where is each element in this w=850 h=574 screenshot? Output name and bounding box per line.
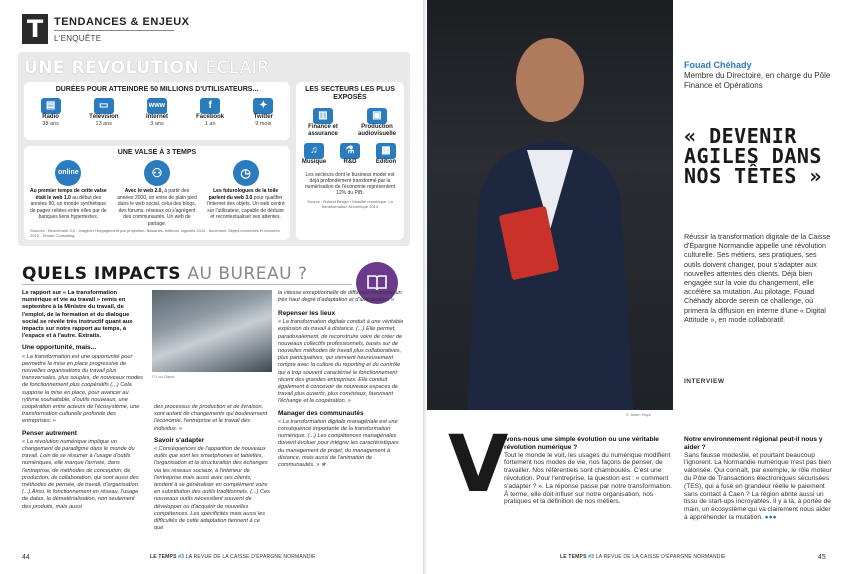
valse-text-body: au début des années 90, un monde synthétique de pages reliées entre elles par de banques liens hypertextes. [29,194,107,220]
valse-list [24,160,290,227]
footer-mag-name: LE TEMPS [560,554,587,560]
interview-tag: INTERVIEW [684,378,725,385]
interviewee-role: Membre du Directoire, en charge du Pôle Finance et Opérations [684,71,831,90]
valse-source: Sources : Benchmark 3.0 - Imaginer l'engagement par projection. Bassines, éditions, logiciels 2015 - Accenture Objets connectés et données 2015 - Tehnet Consulting. [30,228,280,238]
dropcap: V [448,420,509,510]
sector-item [300,108,346,138]
infographic-title-bold: UNE RÉVOLUTION [24,58,200,78]
sectors-text: Les secteurs dont le business model est déjà profondément transformé par la numérisation de l'économie représentent 12% du PIB. [304,172,396,196]
valse-card [24,146,290,240]
sectors-row-2 [296,143,404,166]
valse-text [117,188,197,227]
impacts-heading: Manager des communautés [278,409,364,417]
durations-card [24,82,290,140]
sectors-card [296,82,404,240]
impacts-paragraph: des processus de production et de livraison, sont autant de changements qui bouleversent l'économie, l'entreprise et le travail des individus. » [154,404,268,432]
duration-label: Internet [145,114,168,120]
interviewee-name: Fouad Chéhady [684,60,752,70]
duration-label: Radio [42,114,59,120]
music-icon: ♫ [304,143,324,159]
sectors-heading: LES SECTEURS LES PLUS EXPOSÉS [305,86,395,101]
impacts-paragraph: « La transformation est une opportunité pour permettre la mise en place progressive de nouvelles organisations du travail plus transversales, plus souples, de nouveaux modes de fonctionnement plus coopératifs (...) Cela suppose la mise en place, pour avancer au rythme souhaitable, d'outils nouveaux, une coopération entre acteurs de l'écosystème, une transformation culturelle profonde des entreprises. » [22,353,143,425]
portrait-photo [427,0,673,410]
end-mark-icon: ★ [320,462,326,469]
sector-label: Édition [375,159,397,165]
impacts-heading: Repenser les lieux [278,310,336,317]
duration-value: 3 ans [150,121,164,127]
duration-label: Télévision [89,114,119,120]
interview-intro: Réussir la transformation digitale de la Caisse d'Épargne Normandie appelle une révolution culturelle. Ses métiers, ses pratiques, ses outils doivent changer, pour s'adapter aux nouvelles attentes des clients. Déjà bien engagée sur la voie du changement, elle accélère sa mutation. Au pilotage, Fouad Chéhady aborde serein ce challenge, où primera la diffusion en interne d'une « Digital Attitude », en mode collaboratif. [684,232,831,324]
duration-item [188,98,232,128]
microscope-icon: ⚗ [340,143,360,159]
impacts-column-2 [154,404,270,552]
interview-question: Notre environnement régional peut-il nous y aider ? [684,436,823,451]
twitter-icon: ✦ [253,98,273,114]
valse-text-bold: Les futurologues de la toile parlent du web 3.0 [208,188,279,201]
valse-text [206,188,286,221]
impacts-heading: Penser autrement [22,429,77,437]
duration-label: Twitter [253,114,273,120]
duration-value: 38 ans [42,121,59,127]
valse-text [28,188,108,221]
portrait-photo-credit: © Julien Hays [626,412,651,417]
valse-text-body: pour qualifier l'internet des objets. Un web centré sur l'utilisateur, capable de déduire et recontextualiser ses attentes. [206,194,285,220]
duration-value: 1 an [204,121,216,127]
online-icon: online [55,160,81,186]
impacts-lead: Le rapport sur « La transformation numérique et vie au travail » remis en septembre à la Ministre du travail, de l'emploi, de la formation et du dialogue social se révèle très instructif quant aux impacts sur notre rapport au temps, à l'espace et à l'autre. Extraits. [22,290,133,340]
durations-heading: DURÉES POUR ATTEINDRE 50 MILLIONS D'UTILISATEURS... [55,86,259,93]
footer-mag-name: LE TEMPS [150,554,177,560]
duration-item [82,98,126,128]
section-subtitle: L'ENQUÊTE [54,34,102,43]
impacts-title-light: AU BUREAU ? [187,264,308,284]
sector-label: R&D [343,159,357,165]
duration-value: 13 ans [95,121,113,127]
valse-item [117,160,197,227]
valse-text-bold: Au premier temps de cette valse était le web 1.0 [29,188,107,201]
impacts-heading: Une opportunité, mais... [22,344,97,352]
duration-value: 9 mois [255,121,272,127]
interview-column-1 [504,436,674,546]
page-number-right: 45 [818,554,826,561]
section-title: TENDANCES & ENJEUX [54,16,190,28]
duration-item [241,98,285,128]
infographic-title [24,58,270,78]
valse-heading: UNE VALSE À 3 TEMPS [117,149,197,156]
duration-label: Facebook [196,114,225,120]
sector-label: Musique [301,159,327,165]
radio-icon: ▤ [41,98,61,114]
sectors-source: Source : Roland Berger / Mobilité numérique, La transformation Numérique 2014 [307,199,393,209]
impacts-paragraph: « Conséquences de l'apparition de nouveaux outils que sont les smartphones et tablettes, l'organisation et la structuration des échanges via les réseaux sociaux, à l'intérieur de l'entreprise mais aussi avec ses clients, tendent à se généraliser en complément voire en substitution des outils traditionnels. (...) Ces nouveaux outils nécessitent souvent de développer ou d'acquérir de nouvelles compétences. Les spécificités mais aussi les difficultés de cette adaptation tiennent à ce que [154,446,270,532]
infographic-title-light: ÉCLAIR [205,58,270,78]
impacts-paragraph: « La transformation digitale conduit à une véritable explosion du travail à distance. (...) Elle permet, paradoxalement, de reconstruire voire de créer de nouveaux collectifs professionnels, basés sur de nouvelles méthodes de travail plus collaboratives, plus participatives, qui viennent heureusement rompre avec la culture du reporting et du contrôle qui a trop souvent caractérisé le fonctionnement récent des grandes entreprises. Elle conduit également à concevoir de nouveaux espaces de travail plus ouverts, plus conviviaux, favorisant l'échange et la coopération. » [278,319,404,405]
impacts-paragraph: « La révolution numérique implique un changement de paradigme dans le monde du travail. Loin de se résumer à l'usage d'outils numériques, elle marque l'arrivée, dans l'entreprise, de méthodes de conception, de production, de collaboration, qui sont aussi des méthodes de pensée, de travail, d'organisation. (...) Ainsi, le fonctionnement en réseau, l'usage de datas, la dématérialisation, non seulement des produits, mais aussi [22,438,140,510]
footer-right [560,554,726,560]
sector-item [370,143,402,166]
camera-icon: ▣ [367,108,387,124]
finance-icon: ▥ [313,108,333,124]
network-icon: ⚇ [144,160,170,186]
tv-icon: ▭ [94,98,114,114]
books-icon: ▦ [376,143,396,159]
interview-column-2 [684,436,832,546]
impacts-column-3-intro: la vitesse exceptionnelle de diffusion nécessite un très haut degré d'adaptation et d'anticipation. » [278,290,402,304]
footer-issue: #3 [178,554,185,560]
durations-list [24,98,290,128]
valse-item [206,160,286,227]
sector-item [334,143,366,166]
internet-icon: www [147,98,167,114]
sector-label: Production audiovisuelle [357,124,396,137]
valse-text-body: à partir des années 2000, on entre de plain pied dans le web social, celui des blogs, des forums, réseaux où s'agrègent des communautés. Un web de partage. [117,188,197,227]
impacts-rule [22,284,352,285]
footer-left [150,554,316,560]
impacts-paragraph: « La transformation digitale managériale est une conséquence importante de la transformation numérique. (...) Les compétences managériales doivent évoluer pour intégrer les caractéristiques du management de projet, du management à distance, mais aussi de l'animation de communautés. » [278,418,399,469]
office-photo-credit: © Lou Gayot [152,374,175,379]
footer-issue: #3 [588,554,595,560]
sector-label: Finance et assurance [308,124,338,137]
sector-item [298,143,330,166]
end-mark-icon: ●●● [764,513,777,521]
sector-item [354,108,400,138]
duration-item [29,98,73,128]
page-number-left: 44 [22,554,30,561]
facebook-icon: f [200,98,220,114]
office-photo [152,290,272,372]
section-rule [54,30,174,31]
sectors-row-1 [296,108,404,138]
interview-question: ivons-nous une simple évolution ou une véritable révolution numérique ? [504,436,659,451]
watch-icon: ◷ [233,160,259,186]
impacts-heading: Savoir s'adapter [154,436,205,444]
headline-quote: « DEVENIR AGILES DANS NOS TÊTES » [684,124,822,188]
impacts-column-1 [22,290,144,552]
valse-item [28,160,108,227]
footer-tagline: LA REVUE DE LA CAISSE D'ÉPARGNE NORMANDIE [595,554,726,560]
footer-tagline: LA REVUE DE LA CAISSE D'ÉPARGNE NORMANDIE [185,554,316,560]
interview-answer: Sans fausse modestie, et pourtant beaucoup l'ignorent. La Normandie numérique n'est pas bien valorisée. Qui connaît, par exemple, le rôle moteur du Pôle de Transactions électroniques sécurisées (TES), qui a fusé en grandeur réelle le paiement sans contact à Caen ? La région abrite aussi un tissu de start-ups incroyables. Il y a là, à portée de main, un écosystème qui va clairement nous aider à appréhender la mutation. [684,451,832,521]
duration-item [135,98,179,128]
valse-text-bold: Avec le web 2.0, [124,188,163,194]
impacts-title-bold: QUELS IMPACTS [22,264,181,284]
impacts-title [22,264,308,284]
impacts-column-3 [278,306,404,552]
interview-answer: Tout le monde le voit, les usages du numérique modifient fortement nos modes de vie, nos façons de penser, de travailler. Nos référentiels sont chamboulés. C'est une révolution. Pour l'entreprise, la question est : « comment s'adapter ? ». La réponse passe par notre transformation. À terme, elle doit influer sur notre organisation, nos pratiques et la définition de nos métiers. [504,451,673,506]
section-logo: T [22,14,48,44]
